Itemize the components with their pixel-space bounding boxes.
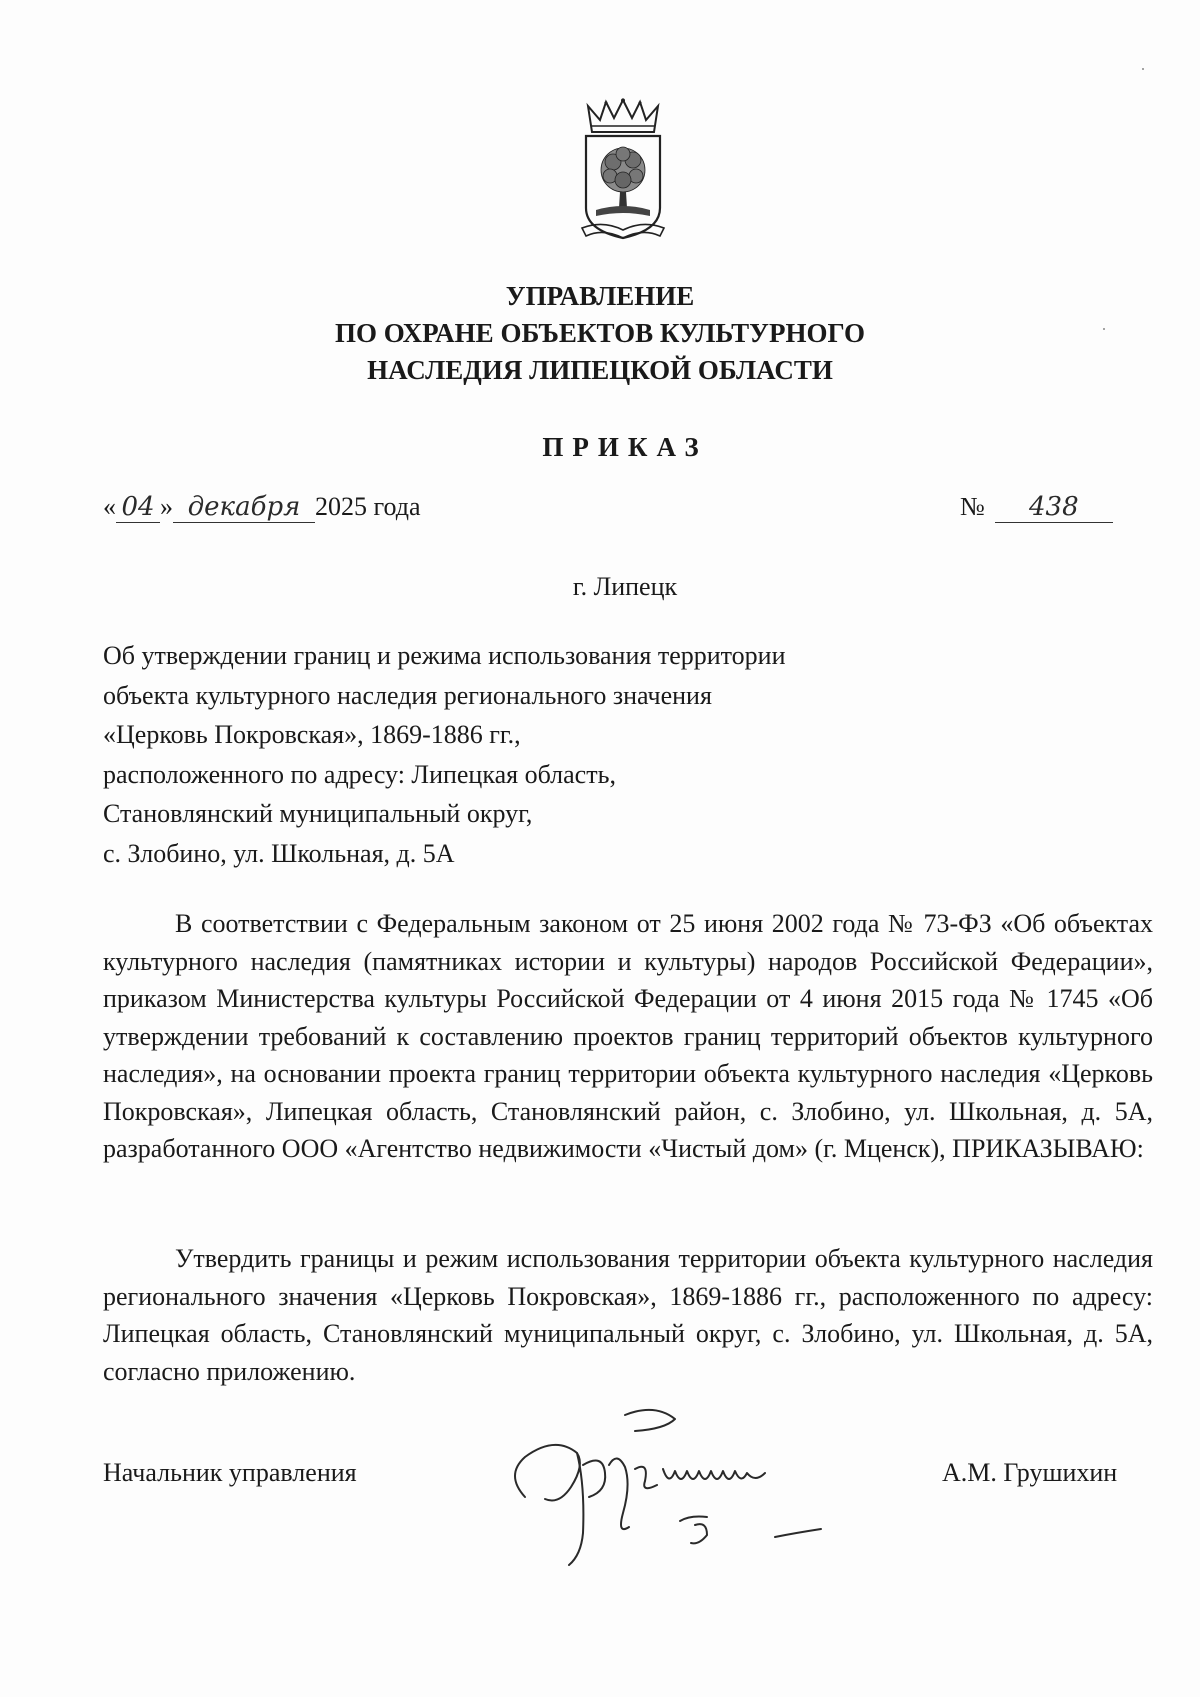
scan-speck: [1103, 328, 1105, 330]
header-line-1: УПРАВЛЕНИЕ: [505, 281, 695, 311]
signatory-position: Начальник управления: [103, 1458, 357, 1487]
order-date: [103, 492, 421, 523]
order-subject: [103, 636, 786, 873]
resolution-paragraph: Утвердить границы и режим использования территории объекта культурного наследия регионального значения «Церковь Покровская», 1869-1886 гг., расположенного по адресу: Липецкая область, Становлянский муниципальный округ, с. Злобино, ул. Школьная, д. 5А, согласно приложению.: [103, 1244, 1153, 1386]
city: г. Липецк: [572, 572, 678, 601]
preamble-paragraph: В соответствии с Федеральным законом от 25 июня 2002 года № 73-ФЗ «Об объектах культурного наследия (памятниках истории и культуры) народов Российской Федерации», приказом Министерства культуры Российской Федерации от 4 июня 2015 года № 1745 «Об утверждении требований к составлению проектов границ территорий объектов культурного наследия», на основании проекта границ территории объекта культурного наследия «Церковь Покровская», Липецкая область, Становлянский район, с. Злобино, ул. Школьная, д. 5А, разработанного ООО «Агентство недвижимости «Чистый дом» (г. Мценск), ПРИКАЗЫВАЮ:: [103, 909, 1153, 1163]
order-number: [960, 492, 1113, 523]
subject-line: объекта культурного наследия регионального значения: [103, 680, 712, 710]
agency-header: [0, 278, 1200, 389]
number-value: 438: [995, 492, 1113, 523]
date-quote-open: «: [103, 492, 116, 521]
signature-icon: [485, 1395, 905, 1585]
number-label: №: [960, 492, 985, 521]
signatory-name: А.М. Грушихин: [942, 1458, 1118, 1487]
date-year: 2025 года: [315, 492, 421, 521]
subject-line: Становлянский муниципальный округ,: [103, 799, 533, 828]
date-quote-close: »: [160, 492, 173, 521]
order-title: ПРИКАЗ: [542, 432, 708, 462]
coat-of-arms-icon: [578, 98, 668, 246]
subject-line: Об утверждении границ и режима использования территории: [103, 641, 786, 670]
subject-line: «Церковь Покровская», 1869-1886 гг.,: [103, 720, 521, 749]
date-day: 04: [116, 492, 160, 523]
header-line-2: ПО ОХРАНЕ ОБЪЕКТОВ КУЛЬТУРНОГО: [335, 318, 865, 348]
subject-line: расположенного по адресу: Липецкая область,: [103, 759, 616, 789]
header-line-3: НАСЛЕДИЯ ЛИПЕЦКОЙ ОБЛАСТИ: [367, 355, 833, 385]
date-month: декабря: [173, 492, 315, 523]
scan-speck: [1142, 68, 1144, 70]
subject-line: с. Злобино, ул. Школьная, д. 5А: [103, 838, 455, 868]
